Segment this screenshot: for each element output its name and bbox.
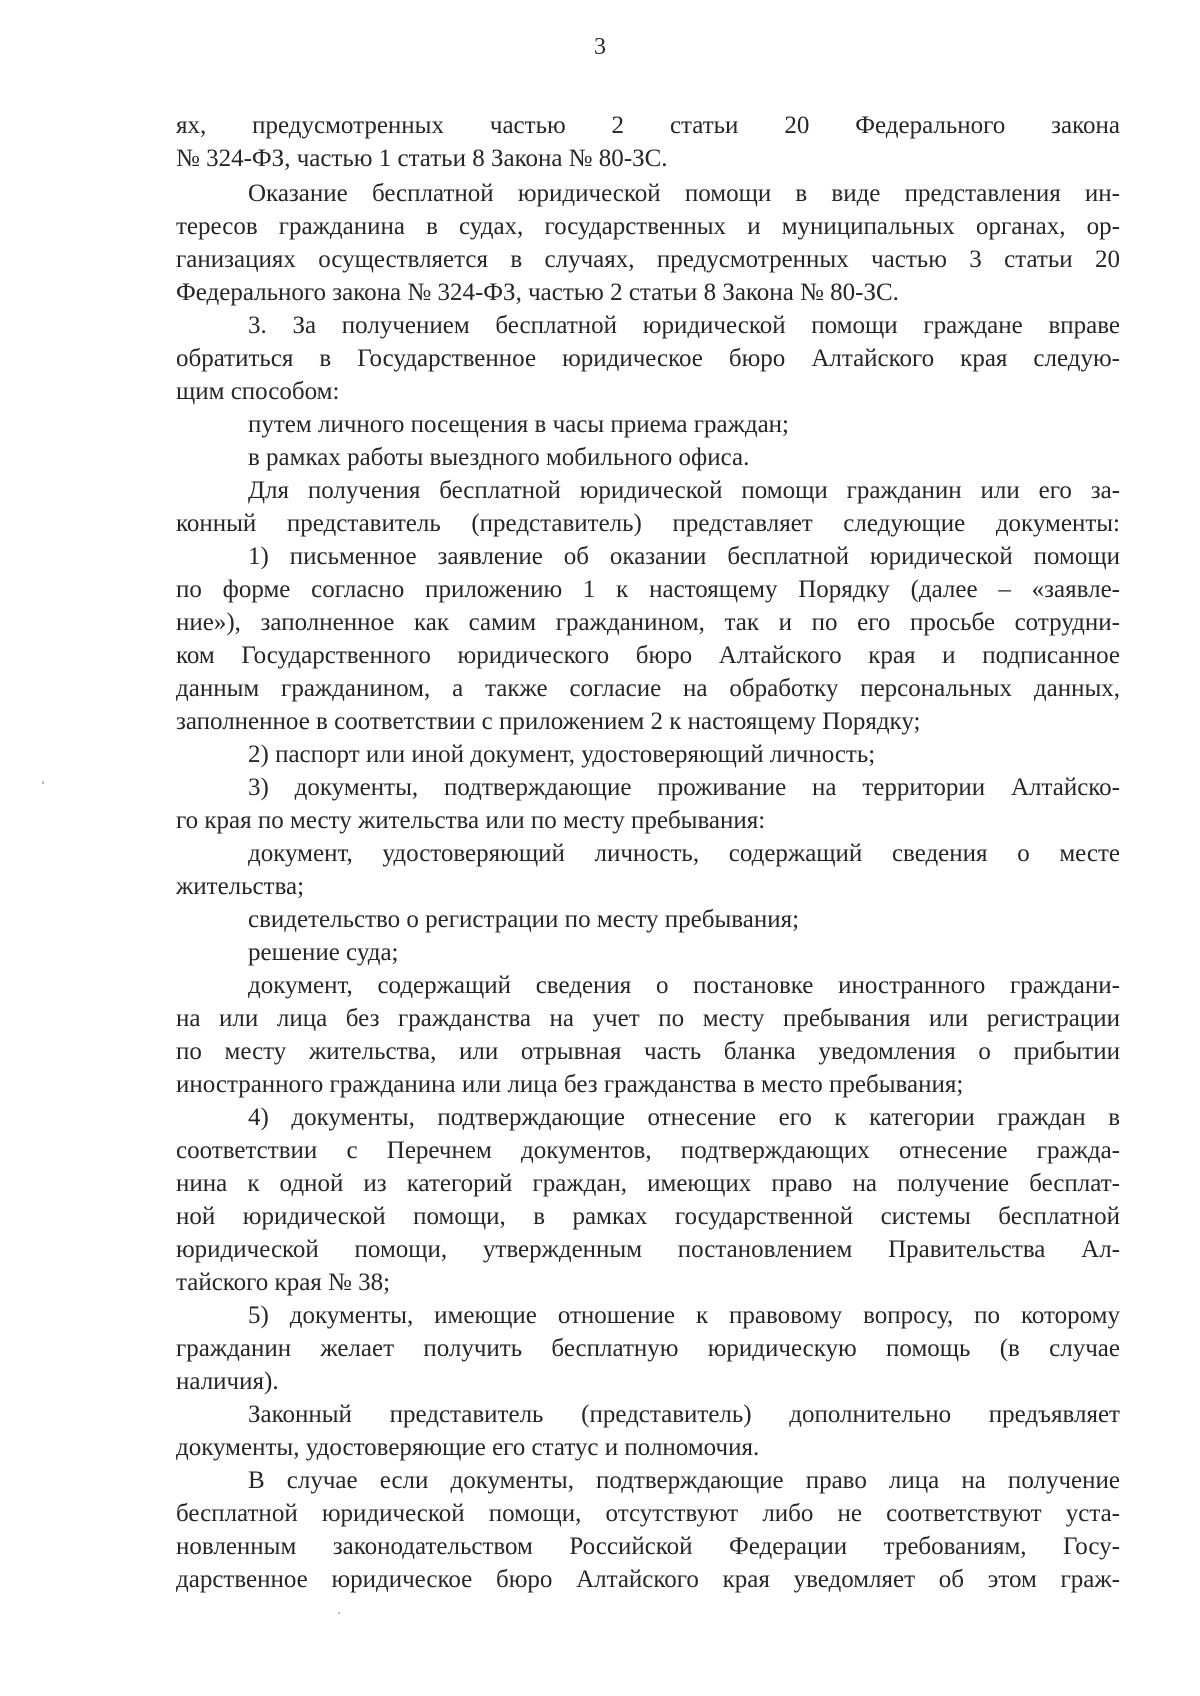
text-line: заполненное в соответствии с приложением 2 к настоящему Порядку; xyxy=(176,708,921,735)
text-line: гражданин желает получить бесплатную юридическую помощь (в случае xyxy=(176,1335,1120,1362)
text-line: в рамках работы выездного мобильного офиса. xyxy=(248,444,750,471)
text-line: № 324-ФЗ, частью 1 статьи 8 Закона № 80-ЗС. xyxy=(176,145,668,172)
text-line: нина к одной из категорий граждан, имеющих право на получение бесплат- xyxy=(176,1170,1120,1197)
text-line: дарственное юридическое бюро Алтайского края уведомляет об этом граж- xyxy=(176,1566,1120,1593)
text-line: жительства; xyxy=(176,873,305,900)
text-line: В случае если документы, подтверждающие право лица на получение xyxy=(248,1467,1120,1494)
text-line: тересов гражданина в судах, государственных и муниципальных органах, ор- xyxy=(176,213,1120,240)
text-line: 3. За получением бесплатной юридической помощи граждане вправе xyxy=(248,312,1120,339)
scan-speck xyxy=(42,781,44,784)
page-number: 3 xyxy=(594,34,606,60)
text-line: го края по месту жительства или по месту пребывания: xyxy=(176,807,766,834)
text-line: щим способом: xyxy=(176,378,340,405)
text-line: 2) паспорт или иной документ, удостоверяющий личность; xyxy=(248,741,876,768)
text-line: тайского края № 38; xyxy=(176,1269,391,1296)
text-line: свидетельство о регистрации по месту пребывания; xyxy=(248,906,800,933)
text-line: юридической помощи, утвержденным постановлением Правительства Ал- xyxy=(176,1236,1120,1263)
text-line: решение суда; xyxy=(248,939,399,966)
text-line: Законный представитель (представитель) дополнительно предъявляет xyxy=(248,1401,1120,1428)
text-line: по форме согласно приложению 1 к настоящему Порядку (далее – «заявле- xyxy=(176,576,1120,603)
text-line: Федерального закона № 324-ФЗ, частью 2 статьи 8 Закона № 80-ЗС. xyxy=(176,279,899,306)
text-line: на или лица без гражданства на учет по месту пребывания или регистрации xyxy=(176,1005,1120,1032)
text-line: путем личного посещения в часы приема граждан; xyxy=(248,411,789,438)
text-line: ганизациях осуществляется в случаях, предусмотренных частью 3 статьи 20 xyxy=(176,246,1120,273)
text-line: документ, содержащий сведения о постановке иностранного граждани- xyxy=(248,972,1120,999)
text-line: данным гражданином, а также согласие на обработку персональных данных, xyxy=(176,675,1120,702)
text-line: документы, удостоверяющие его статус и полномочия. xyxy=(176,1434,760,1461)
text-line: бесплатной юридической помощи, отсутствуют либо не соответствуют уста- xyxy=(176,1500,1120,1527)
text-line: ях, предусмотренных частью 2 статьи 20 Федерального закона xyxy=(176,112,1120,139)
text-line: соответствии с Перечнем документов, подтверждающих отнесение гражда- xyxy=(176,1137,1120,1164)
scan-speck xyxy=(338,1612,340,1614)
text-line: иностранного гражданина или лица без гражданства в место пребывания; xyxy=(176,1071,964,1098)
text-line: наличия). xyxy=(176,1368,279,1395)
text-line: ние»), заполненное как самим гражданином, так и по его просьбе сотрудни- xyxy=(176,609,1120,636)
text-line: документ, удостоверяющий личность, содержащий сведения о месте xyxy=(248,840,1120,867)
text-line: конный представитель (представитель) представляет следующие документы: xyxy=(176,510,1120,537)
text-line: Для получения бесплатной юридической помощи гражданин или его за- xyxy=(248,477,1120,504)
text-line: Оказание бесплатной юридической помощи в виде представления ин- xyxy=(248,180,1120,207)
text-line: 1) письменное заявление об оказании бесплатной юридической помощи xyxy=(248,543,1120,570)
text-line: 5) документы, имеющие отношение к правовому вопросу, по которому xyxy=(248,1302,1120,1329)
text-line: ной юридической помощи, в рамках государственной системы бесплатной xyxy=(176,1203,1120,1230)
text-line: 4) документы, подтверждающие отнесение его к категории граждан в xyxy=(248,1104,1120,1131)
text-line: ком Государственного юридического бюро Алтайского края и подписанное xyxy=(176,642,1120,669)
text-line: обратиться в Государственное юридическое бюро Алтайского края следую- xyxy=(176,345,1120,372)
text-line: новленным законодательством Российской Федерации требованиям, Госу- xyxy=(176,1533,1120,1560)
text-line: 3) документы, подтверждающие проживание на территории Алтайско- xyxy=(248,774,1120,801)
text-line: по месту жительства, или отрывная часть бланка уведомления о прибытии xyxy=(176,1038,1120,1065)
